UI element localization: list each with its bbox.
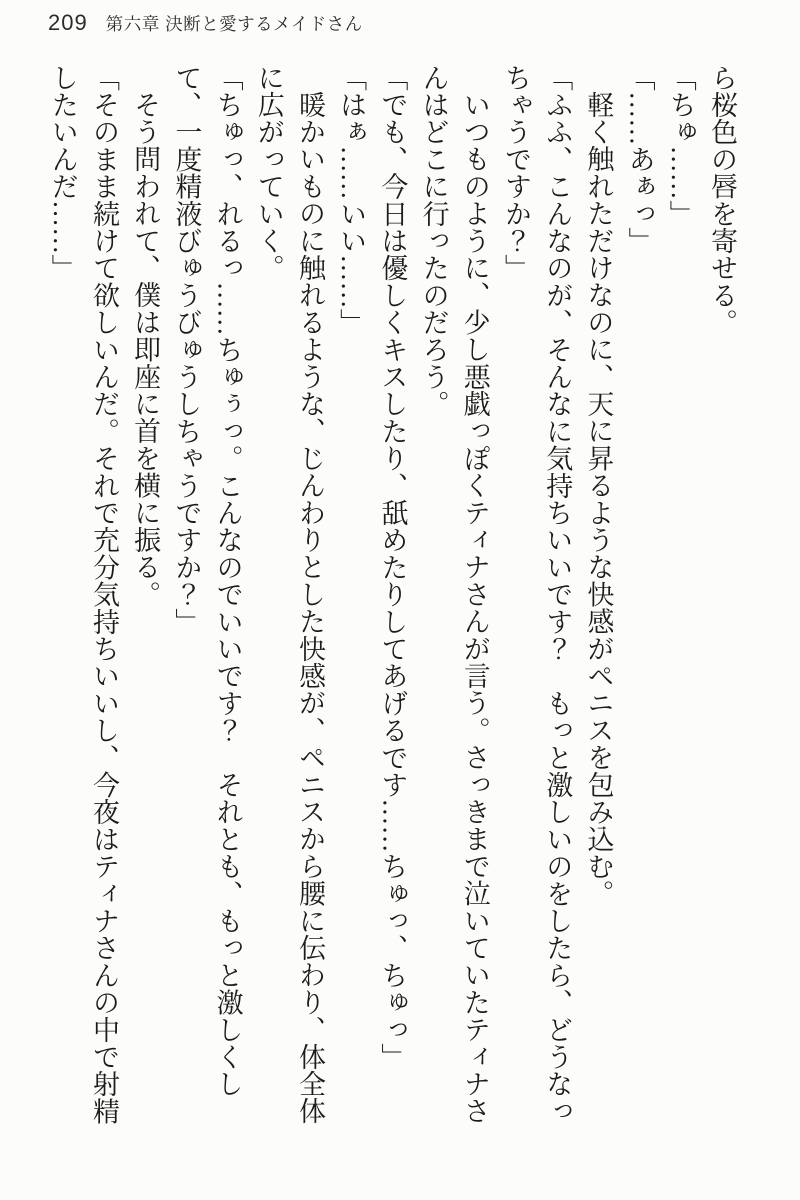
paragraph: 「でも、今日は優しくキスしたり、舐めたりしてあげるです……ちゅっ、ちゅっ」	[377, 64, 408, 1071]
paragraph: いつものように、少し悪戯っぽくティナさんが言う。さっきまで泣いていたティナさんはどこに行ったのだろう。	[418, 64, 490, 1125]
paragraph: 軽く触れただけなのに、天に昇るような快感がペニスを包み込む。	[583, 91, 614, 907]
paragraph: 「そのまま続けて欲しいんだ。それで充分気持ちいいし、今夜はティナさんの中で射精したいんだ……」	[47, 64, 119, 1125]
page-number: 209	[48, 10, 88, 35]
chapter-header: 第六章 決断と愛するメイドさん	[105, 14, 363, 34]
paragraph: 暖かいものに触れるような、じんわりとした快感が、ペニスから腰に伝わり、体全体に広がっていく。	[253, 64, 325, 1125]
paragraph: そう問われて、僕は即座に首を横に振る。	[130, 91, 161, 608]
paragraph: 「……あぁっ」	[624, 64, 655, 255]
paragraph: 「ふふ、こんなのが、そんなに気持ちいいです？ もっと激しいのをしたら、どうなっちゃうですか？」	[500, 64, 573, 1125]
paragraph: 「ちゅっ、れるっ……ちゅぅっ。こんなのでいいです？ それとも、もっと激しくして、一度精液びゅうびゅうしちゃうですか？」	[171, 64, 243, 1098]
paragraph: 「ちゅ……」	[665, 64, 696, 228]
running-head	[48, 10, 363, 36]
paragraph: ら桜色の唇を寄せる。	[707, 64, 737, 336]
paragraph: 「はぁ……いい……」	[336, 64, 367, 336]
vertical-text-body	[42, 64, 742, 1150]
